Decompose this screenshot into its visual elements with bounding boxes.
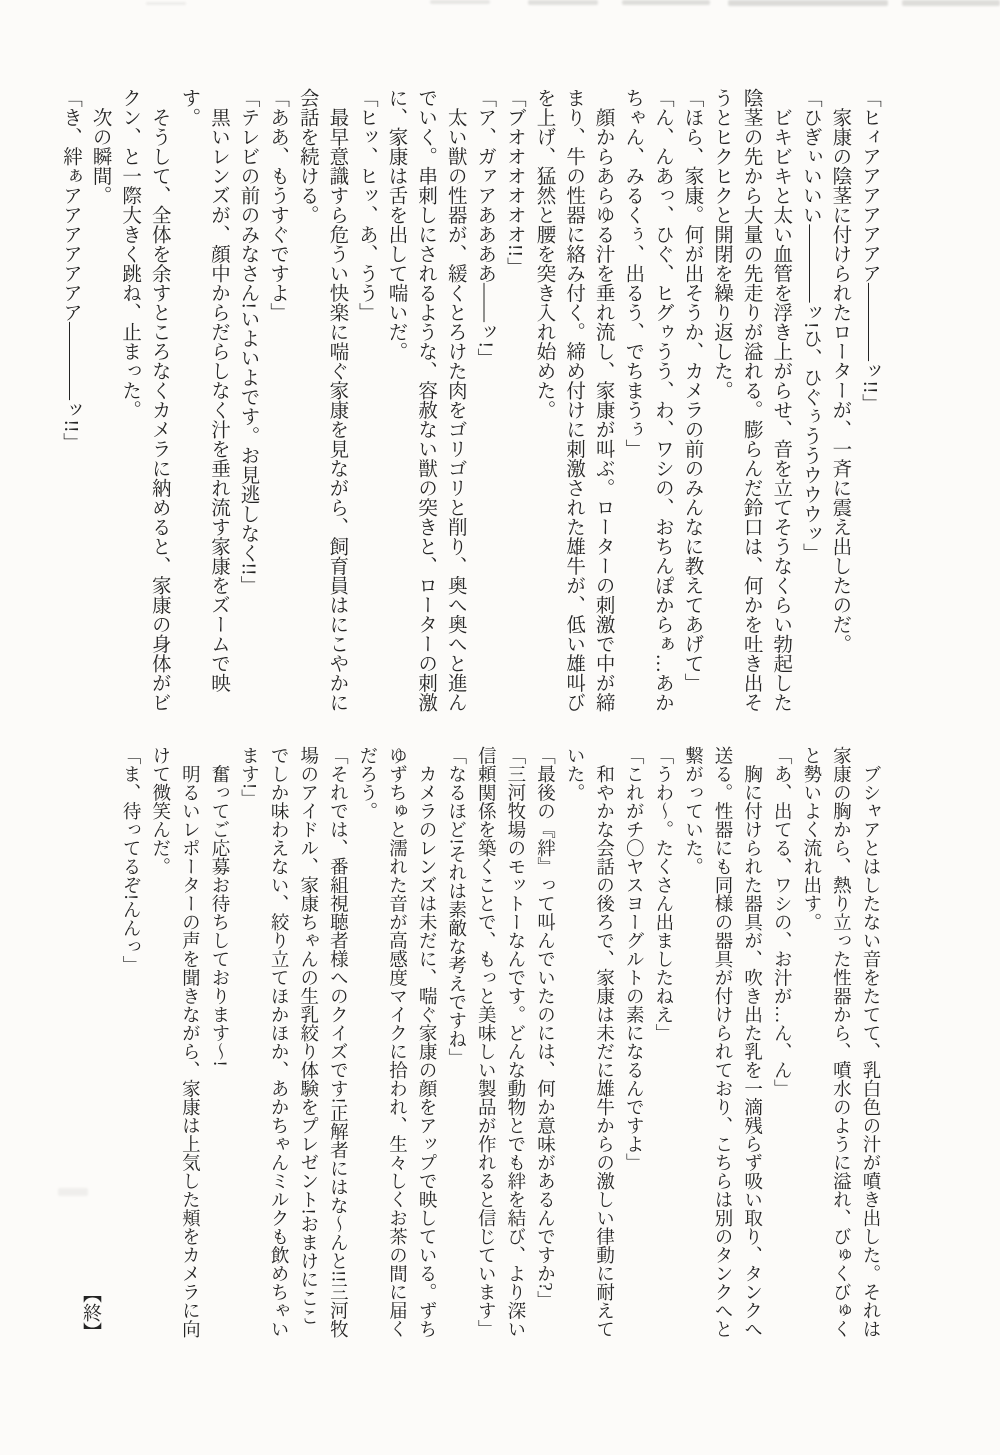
paragraph: 胸に付けられた器具が、吹き出た乳を一滴残らず吸い取り、タンクへ送る。性器にも同様の器具が付けられており、こちらは別のタンクへと繋がっていた。 bbox=[682, 746, 762, 1338]
paragraph: 次の瞬間。 bbox=[89, 88, 111, 205]
end-marker: 【終】 bbox=[80, 1284, 101, 1341]
dialogue-line: 「うわ〜。たくさん出ましたねえ」 bbox=[652, 746, 673, 1042]
dialogue-line: 「それでは、番組視聴者様へのクイズです!正解者にはな〜んと!!三河牧場のアイドル、家康ちゃんの生乳絞り体験をプレゼント!おまけにここでしか味わえない、絞り立てほかほか、あかちゃんミルクも飲めちゃいます!」 bbox=[238, 746, 348, 1338]
dialogue-line: 「ヒッ、ヒッ、あ、うう」 bbox=[355, 88, 377, 322]
paragraph: ブシャアとはしたない音をたてて、乳白色の汁が噴き出した。それは家康の胸から、熱り立った性器から、噴水のように溢れ、びゅくびゅくと勢いよく流れ出す。 bbox=[800, 746, 880, 1338]
dialogue-line: 「あ、出てる、ワシの、お汁が…ん、ん」 bbox=[771, 746, 792, 1098]
paragraph: 家康の陰茎に付けられたローターが、一斉に震え出したのだ。 bbox=[829, 88, 851, 654]
paragraph: 太い獣の性器が、緩くとろけた肉をゴリゴリと削り、奥へ奥へと進んでいく。串刺しにされるような、容赦ない獣の突きと、ローターの刺激に、家康は舌を出して喘いだ。 bbox=[385, 88, 466, 712]
dialogue-line: 「ん、んあっ、ひぐ、ヒグゥうう、わ、ワシの、おちんぽからぁ…あかちゃん、みるくぅ、出るう、でちまうぅ」 bbox=[622, 88, 673, 712]
paragraph: カメラのレンズは未だに、喘ぐ家康の顔をアップで映している。ずちゆずちゅと濡れた音が高感度マイクに拾われ、生々しくお茶の間に届くだろう。 bbox=[356, 746, 437, 1338]
dialogue-line: 「ひぎぃいいい――――ッ!ひ、ひぐぅううウウウッ」 bbox=[799, 88, 821, 563]
dialogue-line: 「これがチ〇ヤスヨーグルトの素になるんですよ」 bbox=[623, 746, 644, 1172]
dialogue-line: 「ブオオオオオオ!!」 bbox=[503, 88, 525, 277]
paragraph: 明るいレポーターの声を聞きながら、家康は上気した頬をカメラに向けて微笑んだ。 bbox=[149, 746, 200, 1338]
paragraph: 顔からあらゆる汁を垂れ流し、家康が叫ぶ。ローターの刺激で中が締まり、牛の性器に絡み付く。締め付けに刺激された雄牛が、低い雄叫びを上げ、猛然と腰を突き入れ始めた。 bbox=[533, 88, 614, 712]
dialogue-line: 「テレビの前のみなさん!いよいよです。お見逃しなく!!」 bbox=[237, 88, 259, 595]
top-text-block bbox=[55, 88, 884, 722]
dialogue-line: 「なるほど!それは素敵な考えですね」 bbox=[445, 746, 466, 1067]
paragraph: 黒いレンズが、顔中からだらしなく汁を垂れ流す家康をズームで映す。 bbox=[178, 88, 229, 693]
bottom-text-block bbox=[115, 746, 884, 1340]
scan-noise bbox=[902, 0, 1000, 6]
paragraph: ビキビキと太い血管を浮き上がらせ、音を立てそうなくらい勃起した陰茎の先から大量の先走りが溢れる。膨らんだ鈴口は、何かを吐き出そうとヒクヒクと開閉を繰り返した。 bbox=[711, 88, 792, 712]
dialogue-line: 「ヒィアアアアアアア――――ッ!!」 bbox=[859, 88, 880, 413]
paragraph: 和やかな会話の後ろで、家康は未だに雄牛からの激しい律動に耐えていた。 bbox=[564, 746, 614, 1338]
dialogue-line: 「ア、ガァアああああ――ッ!」 bbox=[474, 88, 496, 368]
dialogue-line: 「最後の『絆』って叫んでいたのには、何か意味があるんですか?」 bbox=[534, 746, 555, 1310]
paragraph: 奮ってご応募お待ちしております〜! bbox=[208, 746, 229, 1067]
scan-noise bbox=[430, 0, 490, 4]
dialogue-line: 「ああ、もうすぐですよ」 bbox=[267, 88, 289, 322]
scan-noise bbox=[528, 0, 598, 5]
paragraph: 最早意識すら危うい快楽に喘ぐ家康を見ながら、飼育員はにこやかに会話を続ける。 bbox=[296, 88, 348, 712]
scan-noise bbox=[58, 1188, 88, 1196]
dialogue-line: 「ま、待ってるぞ!んんっ」 bbox=[120, 746, 141, 975]
scan-noise bbox=[728, 0, 888, 6]
scan-noise bbox=[146, 2, 186, 5]
scan-noise bbox=[622, 0, 710, 5]
dialogue-line: 「き、絆ぁアアアアアアア――――ッ!!」 bbox=[59, 88, 81, 452]
dialogue-line: 「ほら、家康。何が出そうか、カメラの前のみんなに教えてあげて」 bbox=[681, 88, 703, 693]
dialogue-line: 「三河牧場のモットーなんです。どんな動物とでも絆を結び、より深い信頼関係を築くことで、もっと美味しい製品が作れると信じています」 bbox=[475, 746, 525, 1338]
paragraph: そうして、全体を余すところなくカメラに納めると、家康の身体がビクン、と一際大きく跳ね、止まった。 bbox=[119, 88, 170, 712]
